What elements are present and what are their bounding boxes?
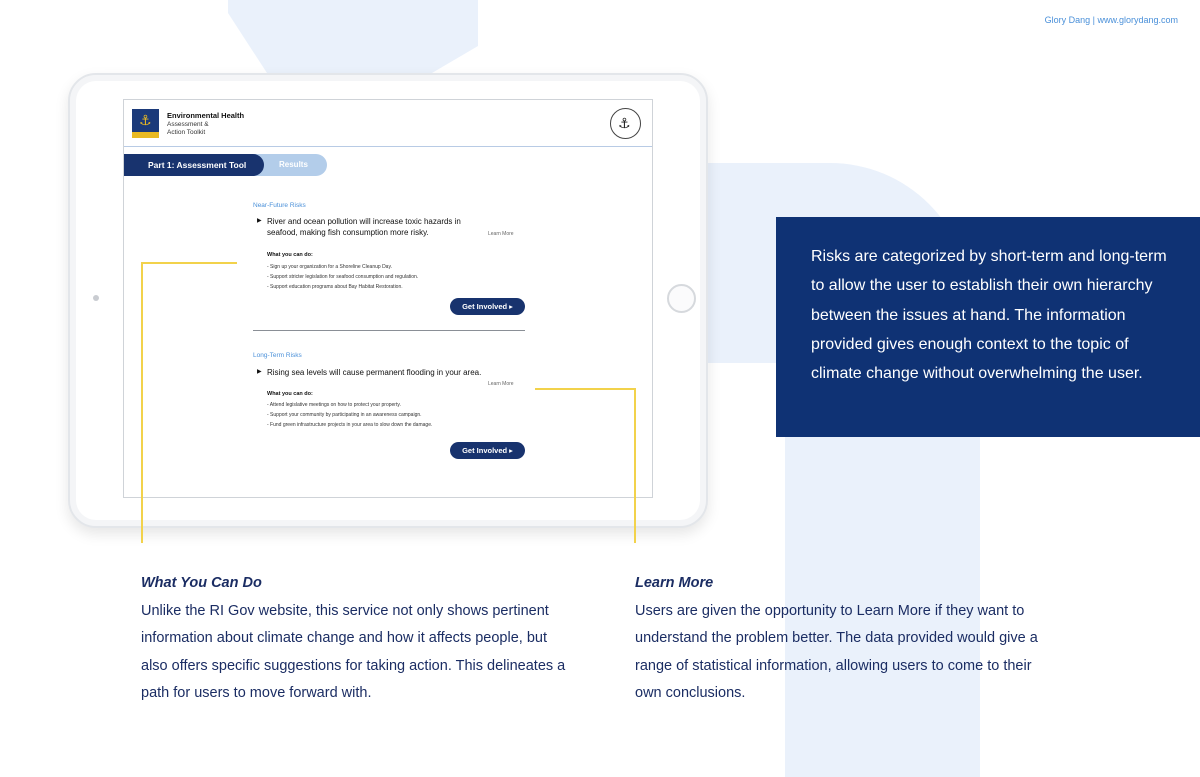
learn-more-body: Users are given the opportunity to Learn More if they want to understand the problem better. The data provided would give a range of statistical information, allowing users to come to their own conclusions. [635,603,1038,701]
callout-line-what-you-can-do [141,262,143,543]
callout-line-learn-more [634,388,636,543]
app-subtitle: Assessment & Action Toolkit [167,121,209,136]
what-you-can-do-title: What you can do: [267,391,313,397]
list-item: - Support your community by participating in an awareness campaign. [267,412,422,418]
tablet-screen [123,99,653,498]
list-item: - Sign up your organization for a Shoreline Cleanup Day. [267,264,392,270]
get-involved-button[interactable]: Get Involved ▸ [450,298,525,315]
tab-assessment-tool[interactable]: Part 1: Assessment Tool [124,154,264,176]
description-box [776,217,1200,437]
near-future-category: Near-Future Risks [253,202,306,209]
caret-right-icon: ▶ [257,218,262,224]
callout-line-what-you-can-do-horizontal [141,262,237,264]
tab-results[interactable]: Results [234,154,327,176]
app-title: Environmental Health [167,111,245,120]
what-you-can-do-heading: What You Can Do [141,575,262,591]
description-text: Risks are categorized by short-term and long-term to allow the user to establish their own hierarchy between the issues at hand. The information provided gives enough context to the topic of climate change without overwhelming the user. [811,248,1167,383]
app-header [124,100,652,147]
long-term-headline: ▶ Rising sea levels will cause permanent flooding in your area. [257,368,482,377]
list-item: - Attend legislative meetings on how to protect your property. [267,402,401,408]
what-you-can-do-body: Unlike the RI Gov website, this service not only shows pertinent information about climate change and how it affects people, but also offers specific suggestions for taking action. This delineates a path for users to move forward with. [141,603,566,701]
state-seal-icon: ⚓ [610,108,641,139]
anchor-icon: ⚓ [132,109,159,138]
callout-line-learn-more-horizontal [535,388,636,390]
divider [253,330,525,331]
near-future-headline: ▶ River and ocean pollution will increase toxic hazards in seafood, making fish consumption more risky. [257,217,461,237]
tablet-home-button [667,284,696,313]
caret-right-icon: ▶ [257,369,262,375]
learn-more-link[interactable]: Learn More [488,381,514,387]
list-item: - Support education programs about Bay Habitat Restoration. [267,284,403,290]
what-you-can-do-title: What you can do: [267,252,313,258]
list-item: - Fund green infrastructure projects in your area to slow down the damage. [267,422,433,428]
author-credit: Glory Dang | www.glorydang.com [1044,15,1178,25]
tablet-camera [93,295,99,301]
learn-more-heading: Learn More [635,575,714,591]
list-item: - Support stricter legislation for seafood consumption and regulation. [267,274,419,280]
long-term-category: Long-Term Risks [253,352,302,359]
learn-more-link[interactable]: Learn More [488,231,514,237]
get-involved-button[interactable]: Get Involved ▸ [450,442,525,459]
